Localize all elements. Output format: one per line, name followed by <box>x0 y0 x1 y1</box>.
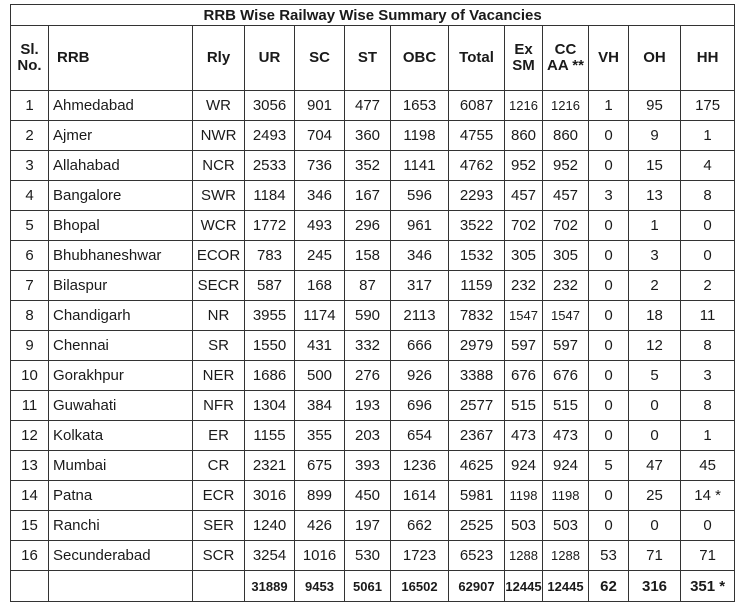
total-cell: 3522 <box>449 211 505 241</box>
cc-aa-cell: 702 <box>543 211 589 241</box>
rly-cell: ECR <box>193 481 245 511</box>
sl-no-cell: 13 <box>11 451 49 481</box>
cc-aa-cell: 860 <box>543 121 589 151</box>
vh-cell: 0 <box>589 121 629 151</box>
hh-cell: 175 <box>681 91 735 121</box>
rly-cell: SR <box>193 331 245 361</box>
vh-cell: 0 <box>589 331 629 361</box>
cc-aa-cell: 676 <box>543 361 589 391</box>
hh-cell: 14 * <box>681 481 735 511</box>
header-ex-sm: Ex SM <box>505 26 543 91</box>
total-cell: 2367 <box>449 421 505 451</box>
st-cell: 203 <box>345 421 391 451</box>
vh-cell: 0 <box>589 391 629 421</box>
rly-cell: NR <box>193 301 245 331</box>
ex-sm-cell: 1547 <box>505 301 543 331</box>
sc-cell: 901 <box>295 91 345 121</box>
header-st: ST <box>345 26 391 91</box>
rly-cell: WCR <box>193 211 245 241</box>
ex-sm-cell: 457 <box>505 181 543 211</box>
oh-cell: 2 <box>629 271 681 301</box>
cc-aa-cell: 1198 <box>543 481 589 511</box>
table-row <box>11 421 735 451</box>
sl-no-cell: 1 <box>11 91 49 121</box>
sl-no-cell: 9 <box>11 331 49 361</box>
st-cell: 332 <box>345 331 391 361</box>
total-cell: 3388 <box>449 361 505 391</box>
rly-cell: SCR <box>193 541 245 571</box>
rrb-name-cell: Secunderabad <box>49 541 193 571</box>
sl-no-cell: 2 <box>11 121 49 151</box>
sc-cell: 1016 <box>295 541 345 571</box>
vh-cell: 0 <box>589 271 629 301</box>
totals-blank-rly <box>193 571 245 602</box>
st-cell: 393 <box>345 451 391 481</box>
obc-cell: 654 <box>391 421 449 451</box>
total-cell: 2525 <box>449 511 505 541</box>
st-cell: 590 <box>345 301 391 331</box>
st-cell: 352 <box>345 151 391 181</box>
hh-cell: 4 <box>681 151 735 181</box>
vh-cell: 1 <box>589 91 629 121</box>
oh-cell: 0 <box>629 511 681 541</box>
table-row <box>11 481 735 511</box>
cc-aa-cell: 1288 <box>543 541 589 571</box>
obc-cell: 662 <box>391 511 449 541</box>
header-oh: OH <box>629 26 681 91</box>
hh-cell: 8 <box>681 391 735 421</box>
sc-cell: 736 <box>295 151 345 181</box>
cc-aa-cell: 924 <box>543 451 589 481</box>
hh-cell: 1 <box>681 421 735 451</box>
ex-sm-cell: 1198 <box>505 481 543 511</box>
table-row <box>11 541 735 571</box>
vacancy-table <box>10 4 735 602</box>
obc-cell: 696 <box>391 391 449 421</box>
vh-cell: 0 <box>589 241 629 271</box>
ex-sm-cell: 503 <box>505 511 543 541</box>
ex-sm-cell: 515 <box>505 391 543 421</box>
ex-sm-cell: 305 <box>505 241 543 271</box>
rrb-name-cell: Ahmedabad <box>49 91 193 121</box>
total-total: 62907 <box>449 571 505 602</box>
sl-no-cell: 8 <box>11 301 49 331</box>
rrb-name-cell: Patna <box>49 481 193 511</box>
ex-sm-cell: 1216 <box>505 91 543 121</box>
sl-no-cell: 10 <box>11 361 49 391</box>
sc-cell: 168 <box>295 271 345 301</box>
rrb-name-cell: Ajmer <box>49 121 193 151</box>
ex-sm-cell: 232 <box>505 271 543 301</box>
rrb-name-cell: Bilaspur <box>49 271 193 301</box>
rly-cell: CR <box>193 451 245 481</box>
header-vh: VH <box>589 26 629 91</box>
ur-cell: 2533 <box>245 151 295 181</box>
rrb-name-cell: Guwahati <box>49 391 193 421</box>
totals-blank-rrb <box>49 571 193 602</box>
sl-no-cell: 14 <box>11 481 49 511</box>
sc-cell: 355 <box>295 421 345 451</box>
hh-cell: 0 <box>681 241 735 271</box>
sc-cell: 899 <box>295 481 345 511</box>
hh-cell: 8 <box>681 181 735 211</box>
rly-cell: WR <box>193 91 245 121</box>
rly-cell: NFR <box>193 391 245 421</box>
oh-cell: 18 <box>629 301 681 331</box>
ur-cell: 2493 <box>245 121 295 151</box>
cc-aa-cell: 1547 <box>543 301 589 331</box>
rly-cell: NCR <box>193 151 245 181</box>
vh-cell: 0 <box>589 151 629 181</box>
ex-sm-cell: 860 <box>505 121 543 151</box>
obc-cell: 961 <box>391 211 449 241</box>
header-cc-aa: CC AA ** <box>543 26 589 91</box>
rly-cell: NER <box>193 361 245 391</box>
total-cell: 7832 <box>449 301 505 331</box>
rly-cell: SECR <box>193 271 245 301</box>
table-row <box>11 121 735 151</box>
header-hh: HH <box>681 26 735 91</box>
hh-cell: 45 <box>681 451 735 481</box>
rrb-name-cell: Ranchi <box>49 511 193 541</box>
ex-sm-cell: 676 <box>505 361 543 391</box>
total-obc: 16502 <box>391 571 449 602</box>
table-row <box>11 151 735 181</box>
ur-cell: 3254 <box>245 541 295 571</box>
obc-cell: 2113 <box>391 301 449 331</box>
total-cc-aa: 12445 <box>543 571 589 602</box>
cc-aa-cell: 305 <box>543 241 589 271</box>
oh-cell: 3 <box>629 241 681 271</box>
totals-blank-sl <box>11 571 49 602</box>
hh-cell: 71 <box>681 541 735 571</box>
sl-no-cell: 7 <box>11 271 49 301</box>
total-cell: 2979 <box>449 331 505 361</box>
total-cell: 2577 <box>449 391 505 421</box>
total-cell: 4762 <box>449 151 505 181</box>
header-ur: UR <box>245 26 295 91</box>
total-cell: 4755 <box>449 121 505 151</box>
table-row <box>11 91 735 121</box>
total-oh: 316 <box>629 571 681 602</box>
total-cell: 6523 <box>449 541 505 571</box>
oh-cell: 0 <box>629 421 681 451</box>
total-vh: 62 <box>589 571 629 602</box>
vh-cell: 5 <box>589 451 629 481</box>
vacancy-summary <box>10 4 735 602</box>
table-body <box>11 91 735 571</box>
rrb-name-cell: Bhubhaneshwar <box>49 241 193 271</box>
hh-cell: 0 <box>681 211 735 241</box>
st-cell: 477 <box>345 91 391 121</box>
table-row <box>11 241 735 271</box>
st-cell: 193 <box>345 391 391 421</box>
st-cell: 360 <box>345 121 391 151</box>
obc-cell: 346 <box>391 241 449 271</box>
vh-cell: 3 <box>589 181 629 211</box>
rrb-name-cell: Kolkata <box>49 421 193 451</box>
ur-cell: 1240 <box>245 511 295 541</box>
sc-cell: 675 <box>295 451 345 481</box>
total-ex-sm: 12445 <box>505 571 543 602</box>
oh-cell: 9 <box>629 121 681 151</box>
total-cell: 5981 <box>449 481 505 511</box>
total-hh: 351 * <box>681 571 735 602</box>
rrb-name-cell: Allahabad <box>49 151 193 181</box>
cc-aa-cell: 503 <box>543 511 589 541</box>
sl-no-cell: 11 <box>11 391 49 421</box>
ur-cell: 587 <box>245 271 295 301</box>
rrb-name-cell: Gorakhpur <box>49 361 193 391</box>
total-ur: 31889 <box>245 571 295 602</box>
ur-cell: 1686 <box>245 361 295 391</box>
ur-cell: 1550 <box>245 331 295 361</box>
cc-aa-cell: 952 <box>543 151 589 181</box>
ur-cell: 3955 <box>245 301 295 331</box>
vh-cell: 0 <box>589 481 629 511</box>
st-cell: 530 <box>345 541 391 571</box>
rrb-name-cell: Bangalore <box>49 181 193 211</box>
sc-cell: 1174 <box>295 301 345 331</box>
total-st: 5061 <box>345 571 391 602</box>
obc-cell: 1198 <box>391 121 449 151</box>
ex-sm-cell: 702 <box>505 211 543 241</box>
oh-cell: 5 <box>629 361 681 391</box>
st-cell: 167 <box>345 181 391 211</box>
total-sc: 9453 <box>295 571 345 602</box>
sc-cell: 431 <box>295 331 345 361</box>
sc-cell: 426 <box>295 511 345 541</box>
sc-cell: 493 <box>295 211 345 241</box>
st-cell: 276 <box>345 361 391 391</box>
ur-cell: 1304 <box>245 391 295 421</box>
ex-sm-cell: 952 <box>505 151 543 181</box>
hh-cell: 0 <box>681 511 735 541</box>
table-row <box>11 391 735 421</box>
rrb-name-cell: Bhopal <box>49 211 193 241</box>
sl-no-cell: 15 <box>11 511 49 541</box>
rrb-name-cell: Chandigarh <box>49 301 193 331</box>
sc-cell: 384 <box>295 391 345 421</box>
obc-cell: 926 <box>391 361 449 391</box>
st-cell: 296 <box>345 211 391 241</box>
sl-no-cell: 6 <box>11 241 49 271</box>
rrb-name-cell: Mumbai <box>49 451 193 481</box>
st-cell: 87 <box>345 271 391 301</box>
sl-no-cell: 5 <box>11 211 49 241</box>
ur-cell: 1184 <box>245 181 295 211</box>
vh-cell: 0 <box>589 421 629 451</box>
ur-cell: 3056 <box>245 91 295 121</box>
header-rly: Rly <box>193 26 245 91</box>
table-row <box>11 451 735 481</box>
oh-cell: 95 <box>629 91 681 121</box>
sc-cell: 346 <box>295 181 345 211</box>
ur-cell: 2321 <box>245 451 295 481</box>
hh-cell: 8 <box>681 331 735 361</box>
obc-cell: 596 <box>391 181 449 211</box>
cc-aa-cell: 457 <box>543 181 589 211</box>
cc-aa-cell: 515 <box>543 391 589 421</box>
obc-cell: 1141 <box>391 151 449 181</box>
header-rrb: RRB <box>49 26 193 91</box>
obc-cell: 317 <box>391 271 449 301</box>
oh-cell: 15 <box>629 151 681 181</box>
ur-cell: 1772 <box>245 211 295 241</box>
cc-aa-cell: 1216 <box>543 91 589 121</box>
header-obc: OBC <box>391 26 449 91</box>
vh-cell: 0 <box>589 361 629 391</box>
sc-cell: 704 <box>295 121 345 151</box>
table-row <box>11 271 735 301</box>
sl-no-cell: 3 <box>11 151 49 181</box>
total-cell: 1159 <box>449 271 505 301</box>
obc-cell: 1614 <box>391 481 449 511</box>
table-title: RRB Wise Railway Wise Summary of Vacancies <box>11 5 735 26</box>
totals-row <box>11 571 735 602</box>
header-sc: SC <box>295 26 345 91</box>
ex-sm-cell: 597 <box>505 331 543 361</box>
cc-aa-cell: 597 <box>543 331 589 361</box>
vh-cell: 0 <box>589 301 629 331</box>
sl-no-cell: 12 <box>11 421 49 451</box>
cc-aa-cell: 473 <box>543 421 589 451</box>
st-cell: 450 <box>345 481 391 511</box>
vh-cell: 53 <box>589 541 629 571</box>
sl-no-cell: 4 <box>11 181 49 211</box>
table-row <box>11 181 735 211</box>
rly-cell: NWR <box>193 121 245 151</box>
obc-cell: 1723 <box>391 541 449 571</box>
ur-cell: 783 <box>245 241 295 271</box>
hh-cell: 2 <box>681 271 735 301</box>
ex-sm-cell: 924 <box>505 451 543 481</box>
ex-sm-cell: 473 <box>505 421 543 451</box>
sl-no-cell: 16 <box>11 541 49 571</box>
hh-cell: 1 <box>681 121 735 151</box>
ur-cell: 3016 <box>245 481 295 511</box>
table-row <box>11 361 735 391</box>
obc-cell: 666 <box>391 331 449 361</box>
oh-cell: 25 <box>629 481 681 511</box>
header-sl-no: Sl. No. <box>11 26 49 91</box>
oh-cell: 0 <box>629 391 681 421</box>
oh-cell: 1 <box>629 211 681 241</box>
sc-cell: 500 <box>295 361 345 391</box>
table-row <box>11 511 735 541</box>
cc-aa-cell: 232 <box>543 271 589 301</box>
oh-cell: 71 <box>629 541 681 571</box>
oh-cell: 47 <box>629 451 681 481</box>
rrb-name-cell: Chennai <box>49 331 193 361</box>
table-row <box>11 211 735 241</box>
obc-cell: 1236 <box>391 451 449 481</box>
table-row <box>11 301 735 331</box>
header-total: Total <box>449 26 505 91</box>
rly-cell: ECOR <box>193 241 245 271</box>
rly-cell: ER <box>193 421 245 451</box>
rly-cell: SER <box>193 511 245 541</box>
table-row <box>11 331 735 361</box>
st-cell: 197 <box>345 511 391 541</box>
ur-cell: 1155 <box>245 421 295 451</box>
hh-cell: 3 <box>681 361 735 391</box>
sc-cell: 245 <box>295 241 345 271</box>
total-cell: 1532 <box>449 241 505 271</box>
ex-sm-cell: 1288 <box>505 541 543 571</box>
vh-cell: 0 <box>589 211 629 241</box>
header-row <box>11 26 735 91</box>
st-cell: 158 <box>345 241 391 271</box>
oh-cell: 12 <box>629 331 681 361</box>
hh-cell: 11 <box>681 301 735 331</box>
total-cell: 2293 <box>449 181 505 211</box>
oh-cell: 13 <box>629 181 681 211</box>
obc-cell: 1653 <box>391 91 449 121</box>
rly-cell: SWR <box>193 181 245 211</box>
total-cell: 6087 <box>449 91 505 121</box>
vh-cell: 0 <box>589 511 629 541</box>
total-cell: 4625 <box>449 451 505 481</box>
